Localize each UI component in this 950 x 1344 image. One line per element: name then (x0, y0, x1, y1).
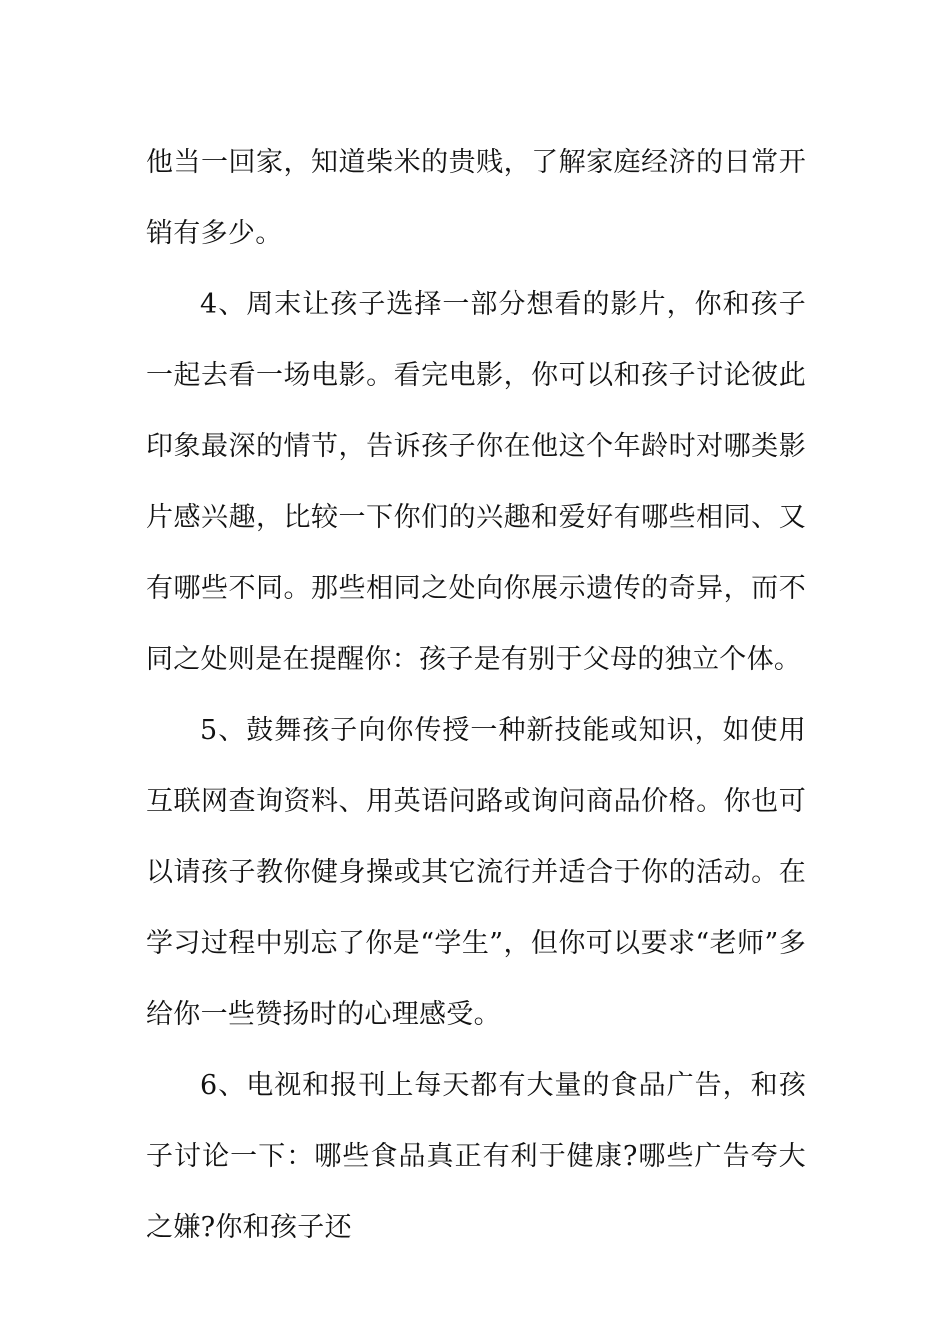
paragraph-item-5: 5、鼓舞孩子向你传授一种新技能或知识，如使用互联网查询资料、用英语问路或询问商品价格。你也可以请孩子教你健身操或其它流行并适合于你的活动。在学习过程中别忘了你是“学生”，但你可以要求“老师”多给你一些赞扬时的心理感受。 (146, 715, 806, 1030)
paragraph-item-4: 4、周末让孩子选择一部分想看的影片，你和孩子一起去看一场电影。看完电影，你可以和孩子讨论彼此印象最深的情节，告诉孩子你在他这个年龄时对哪类影片感兴趣，比较一下你们的兴趣和爱好有哪些相同、又有哪些不同。那些相同之处向你展示遗传的奇异，而不同之处则是在提醒你：孩子是有别于父母的独立个体。 (146, 289, 806, 675)
document-body (146, 127, 806, 1263)
paragraph-continuation: 他当一回家，知道柴米的贵贱，了解家庭经济的日常开销有多少。 (146, 147, 806, 249)
paragraph-item-6: 6、电视和报刊上每天都有大量的食品广告，和孩子讨论一下：哪些食品真正有利于健康?哪些广告夸大之嫌?你和孩子还 (146, 1070, 806, 1243)
